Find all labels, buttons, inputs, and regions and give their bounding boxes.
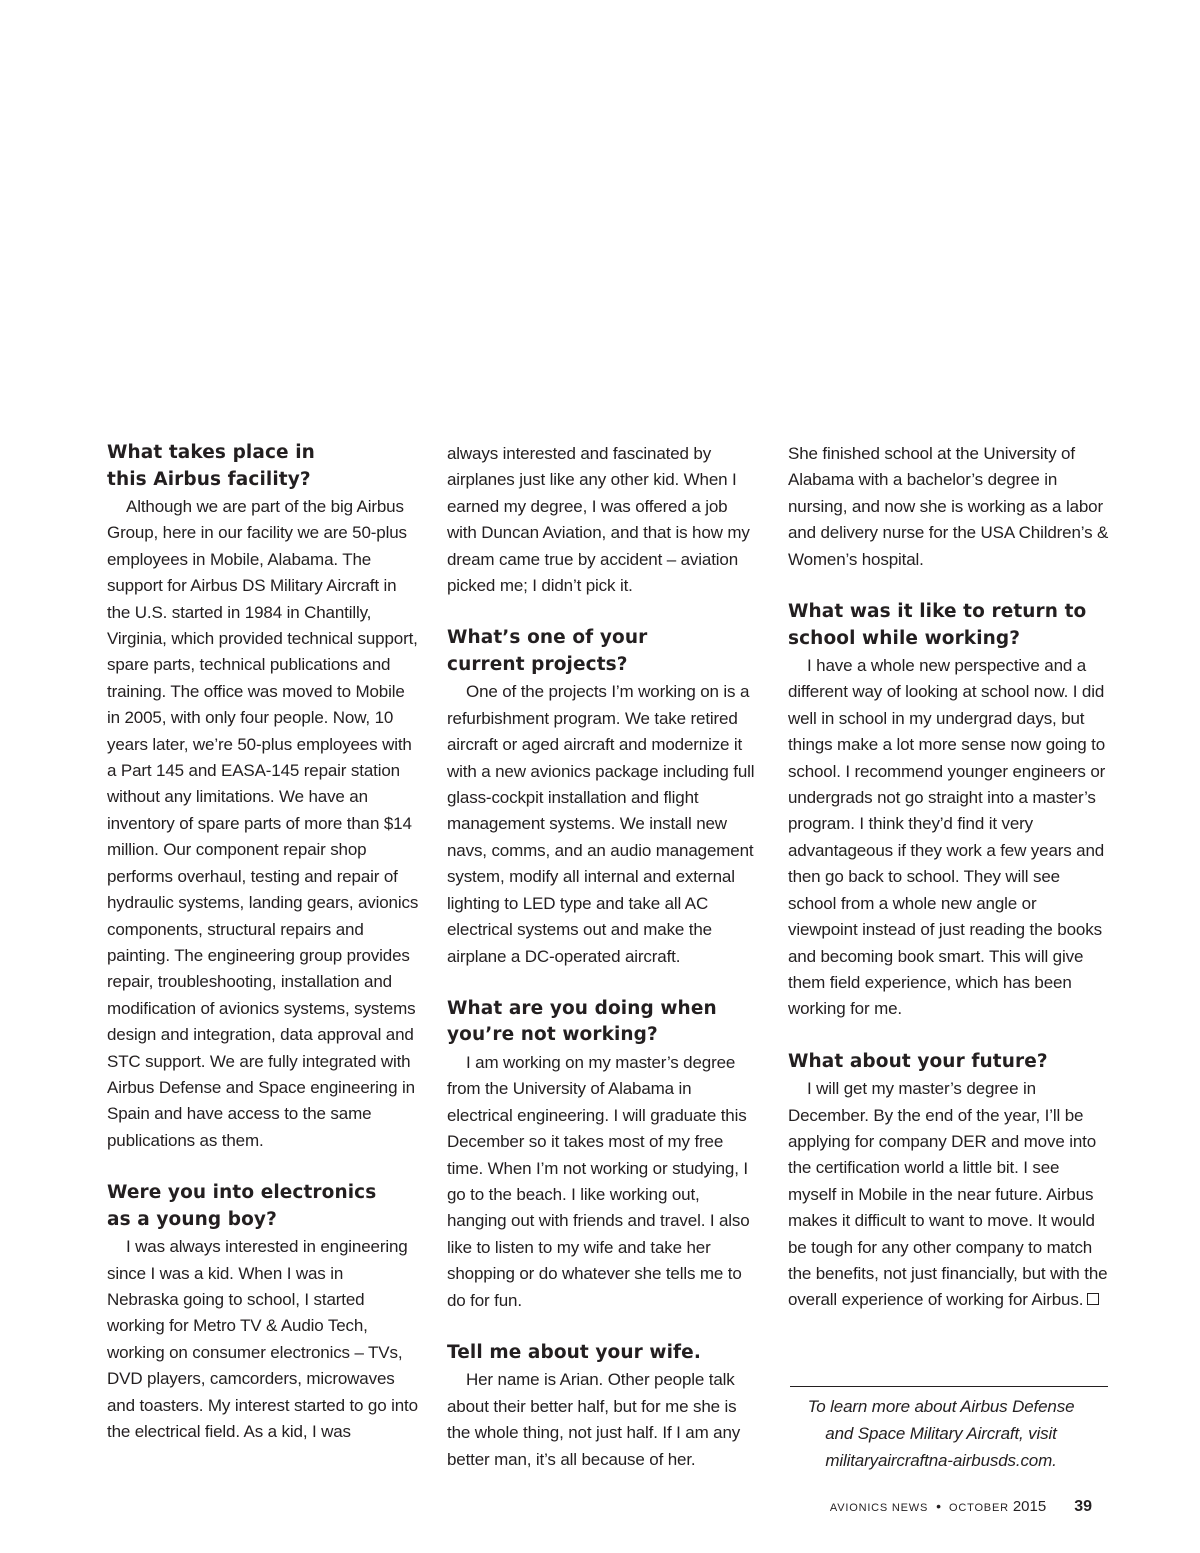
answer-wife-part2: She finished school at the University of Alabama with a bachelor’s degree in nursing, and now she is working as a labor and delivery nurse for the USA Children’s & Women’s hospital. xyxy=(788,444,1109,569)
answer-facility: Although we are part of the big Airbus Group, here in our facility we are 50-plus employees in Mobile, Alabama. The support for Airbus DS Military Aircraft in the U.S. started in 1984 in Chantilly, Virginia, which provided technical support, spare parts, technical publications and training. The office was moved to Mobile in 2005, with only four people. Now, 10 years later, we’re 50-plus employees with a Part 145 and EASA-145 repair station without any limitations. We have an inventory of spare parts of more than $14 million. Our component repair shop performs overhaul, testing and repair of hydraulic systems, landing gears, avionics components, structural repairs and painting. The engineering group provides repair, troubleshooting, installation and modification of avionics systems, systems design and integration, data approval and STC support. We are fully integrated with Airbus Defense and Space engineering in Spain and have access to the same publications as them. xyxy=(107,497,419,1150)
question-projects-line1: What’s one of your xyxy=(447,627,648,649)
question-future: What about your future? xyxy=(788,1050,1048,1072)
answer-electronics-part2: always interested and fascinated by airplanes just like any other kid. When I earned my degree, I was offered a job with Duncan Aviation, and that is how my dream came true by accident – aviation picked me; I didn’t pick it. xyxy=(447,444,750,596)
column-1 xyxy=(107,440,419,1445)
question-school xyxy=(788,599,1110,652)
learn-more-note xyxy=(790,1393,1092,1474)
answer-wife-part1: Her name is Arian. Other people talk about their better half, but for me she is the whole thing, not just half. If I am any better man, it’s all because of her. xyxy=(447,1370,741,1469)
answer-not-working: I am working on my master’s degree from the University of Alabama in electrical engineering. I will graduate this December so it takes most of my free time. When I’m not working or studying, I go to the beach. I like working out, hanging out with friends and travel. I also like to listen to my wife and take her shopping or do whatever she tells me to do for fun. xyxy=(447,1052,750,1310)
page-number: 39 xyxy=(1074,1498,1092,1515)
question-facility-line2: this Airbus facility? xyxy=(107,468,311,490)
question-not-working-line1: What are you doing when xyxy=(447,997,717,1019)
issue-month: OCTOBER xyxy=(949,1502,1009,1514)
footer-separator: • xyxy=(936,1498,942,1514)
learn-more-divider xyxy=(790,1386,1108,1387)
publication-name: AVIONICS NEWS xyxy=(829,1502,929,1514)
question-projects-line2: current projects? xyxy=(447,653,628,675)
question-school-line2: school while working? xyxy=(788,627,1021,649)
answer-projects: One of the projects I’m working on is a refurbishment program. We take retired aircraft or aged aircraft and modernize it with a new avionics package including full glass-cockpit installation and flight management systems. We install new navs, comms, and an audio management system, modify all internal and external lighting to LED type and take all AC electrical systems out and make the airplane a DC-operated aircraft. xyxy=(447,682,755,966)
answer-school: I have a whole new perspective and a different way of looking at school now. I did well in school in my undergrad days, but things make a lot more sense now going to school. I recommend younger engineers or undergrads not go straight into a master’s program. I think they’d find it very advantageous if they work a few years and then go back to school. They will see school from a whole new angle or viewpoint instead of just reading the books and becoming book smart. This will give them field experience, which has been working for me. xyxy=(788,656,1106,1019)
question-electronics xyxy=(107,1180,419,1233)
question-school-line1: What was it like to return to xyxy=(788,601,1087,623)
issue-year: 2015 xyxy=(1012,1498,1047,1515)
page-footer xyxy=(830,1498,1092,1522)
question-electronics-line1: Were you into electronics xyxy=(107,1182,377,1204)
question-not-working-line2: you’re not working? xyxy=(447,1024,658,1046)
learn-more-line1: To learn more about Airbus Defense xyxy=(807,1397,1075,1416)
learn-more-line2: and Space Military Aircraft, visit xyxy=(825,1424,1057,1443)
answer-future-text: I will get my master’s degree in December. By the end of the year, I’ll be applying for company DER and move into the certification world a little bit. I see myself in Mobile in the near future. Airbus makes it difficult to want to move. It would be tough for any other company to match the benefits, not just financially, but with the overall experience of working for Airbus. xyxy=(788,1079,1108,1310)
learn-more-url: militaryaircraftna-airbusds.com. xyxy=(825,1451,1057,1470)
question-projects xyxy=(447,625,759,678)
column-3 xyxy=(788,440,1110,1314)
question-not-working xyxy=(447,996,759,1049)
column-2 xyxy=(447,440,759,1473)
question-electronics-line2: as a young boy? xyxy=(107,1208,277,1230)
end-of-article-box-icon xyxy=(1087,1293,1099,1305)
answer-future xyxy=(788,1076,1110,1314)
question-facility xyxy=(107,440,419,493)
question-facility-line1: What takes place in xyxy=(107,442,315,463)
question-wife: Tell me about your wife. xyxy=(447,1341,701,1363)
answer-electronics-part1: I was always interested in engineering since I was a kid. When I was in Nebraska going to school, I started working for Metro TV & Audio Tech, working on consumer electronics – TVs, DVD players, camcorders, microwaves and toasters. My interest started to go into the electrical field. As a kid, I was xyxy=(107,1237,418,1441)
